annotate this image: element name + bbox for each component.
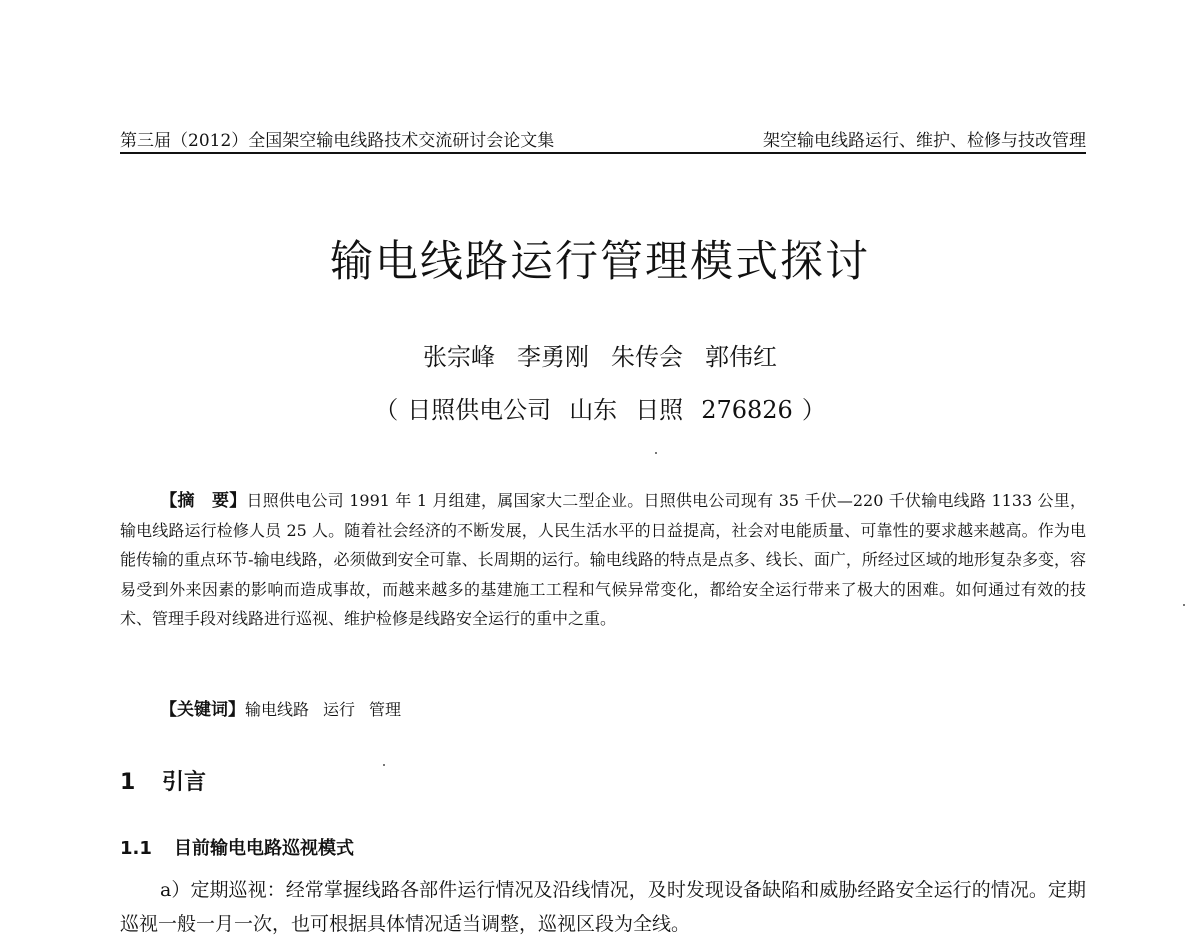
keyword: 输电线路 bbox=[245, 700, 310, 719]
subsection-heading bbox=[120, 834, 354, 860]
scan-speck bbox=[383, 764, 385, 766]
author-name: 张宗峰 bbox=[423, 343, 495, 371]
affiliation-organization: 日照供电公司 bbox=[407, 396, 552, 424]
scan-speck bbox=[1183, 604, 1185, 606]
scan-speck bbox=[655, 452, 657, 454]
affiliation-city: 日照 bbox=[635, 396, 684, 424]
body-paragraph bbox=[120, 873, 1086, 941]
affiliation-close-paren: ） bbox=[801, 396, 826, 424]
author-name: 朱传会 bbox=[611, 343, 683, 371]
keywords bbox=[160, 695, 415, 720]
section-number: 1 bbox=[120, 770, 136, 795]
running-header bbox=[120, 124, 1086, 154]
keyword: 管理 bbox=[369, 700, 402, 719]
abstract-label: 【摘 要】 bbox=[160, 491, 247, 511]
author-list bbox=[0, 337, 1200, 372]
paper-title: 输电线路运行管理模式探讨 bbox=[330, 237, 870, 287]
abstract-text: 日照供电公司 1991 年 1 月组建，属国家大二型企业。日照供电公司现有 35 千伏—220 千伏输电线路 1133 公里，输电线路运行检修人员 25 人。随着社会经济的不断发展，人民生活水平的日益提高，社会对电能质量、可靠性的要求越来越高。作为电能传输的重点环节-输电线路，必须做到安全可靠、长周期的运行。输电线路的特点是点多、线长、面广，所经过区域的地形复杂多变，容易受到外来因素的影响而造成事故，而越来越多的基建施工工程和气候异常变化，都给安全运行带来了极大的困难。如何通过有效的技术、管理手段对线路进行巡视、维护检修是线路安全运行的重中之重。 bbox=[120, 491, 1087, 628]
subsection-title: 目前输电电路巡视模式 bbox=[174, 838, 354, 859]
paragraph-a-text: a）定期巡视：经常掌握线路各部件运行情况及沿线情况，及时发现设备缺陷和威胁经路安全运行的情况。定期巡视一般一月一次，也可根据具体情况适当调整，巡视区段为全线。 bbox=[120, 879, 1086, 935]
header-section-title: 架空输电线路运行、维护、检修与技改管理 bbox=[763, 131, 1086, 151]
abstract bbox=[120, 486, 1086, 633]
header-proceedings-title: 第三届（2012）全国架空输电线路技术交流研讨会论文集 bbox=[120, 131, 555, 151]
section-heading bbox=[120, 765, 206, 796]
affiliation-province: 山东 bbox=[569, 396, 618, 424]
affiliation-postcode: 276826 bbox=[701, 396, 793, 424]
author-name: 李勇刚 bbox=[517, 343, 589, 371]
affiliation-open-paren: （ bbox=[374, 396, 399, 424]
subsection-number: 1.1 bbox=[120, 838, 152, 859]
keywords-label: 【关键词】 bbox=[160, 700, 245, 720]
keyword: 运行 bbox=[323, 700, 356, 719]
author-name: 郭伟红 bbox=[705, 343, 777, 371]
author-affiliation bbox=[0, 390, 1200, 425]
section-title: 引言 bbox=[162, 770, 207, 795]
